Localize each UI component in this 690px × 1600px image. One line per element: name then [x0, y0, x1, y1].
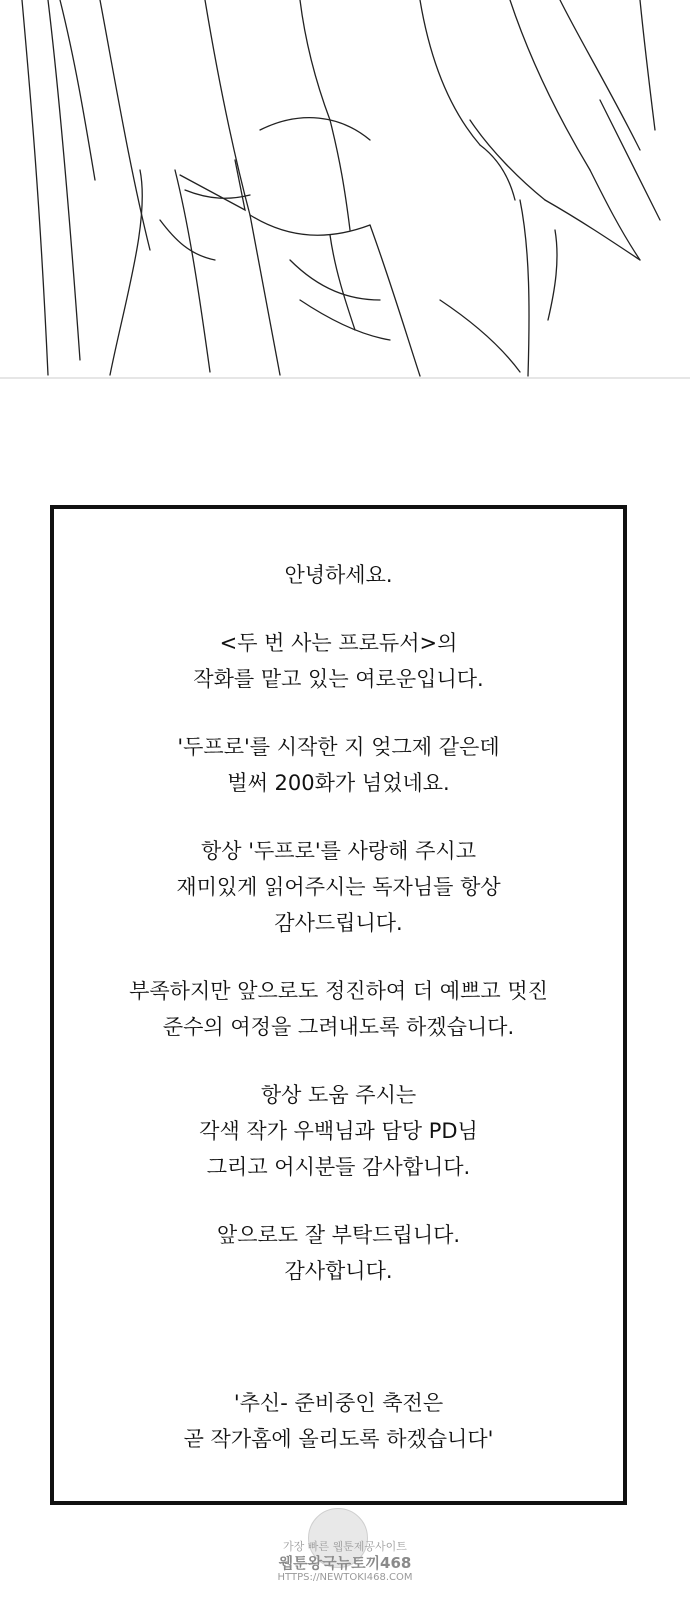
note-paragraph-promise: 부족하지만 앞으로도 정진하여 더 예쁘고 멋진 준수의 여정을 그려내도록 하겠습니다. — [129, 979, 548, 1039]
note-postscript: '추신- 준비중인 축전은 곧 작가홈에 올리도록 하겠습니다' — [183, 1391, 494, 1451]
note-paragraph-thanks-readers: 항상 '두프로'를 사랑해 주시고 재미있게 읽어주시는 독자님들 항상 감사드립니다. — [176, 839, 501, 935]
afterword-text — [54, 557, 623, 1478]
watermark-site-name: 웹툰왕국뉴토끼468 — [278, 1554, 412, 1572]
watermark-url: HTTPS://NEWTOKI468.COM — [277, 1572, 413, 1583]
note-paragraph-closing: 앞으로도 잘 부탁드립니다. 감사합니다. — [216, 1223, 461, 1283]
note-paragraph-milestone: '두프로'를 시작한 지 엊그제 같은데 벌써 200화가 넘었네요. — [177, 735, 500, 795]
note-paragraph-intro: <두 번 사는 프로듀서>의 작화를 맡고 있는 여로운입니다. — [193, 631, 484, 691]
sketch-illustration — [0, 0, 690, 390]
watermark-tagline: 가장 빠른 웹툰제공사이트 — [283, 1540, 407, 1553]
site-watermark — [270, 1508, 420, 1588]
note-paragraph-thanks-team: 항상 도움 주시는 각색 작가 우백님과 담당 PD님 그리고 어시분들 감사합니다. — [199, 1083, 478, 1179]
note-paragraph-greeting: 안녕하세요. — [284, 563, 393, 587]
afterword-note-box — [50, 505, 627, 1505]
